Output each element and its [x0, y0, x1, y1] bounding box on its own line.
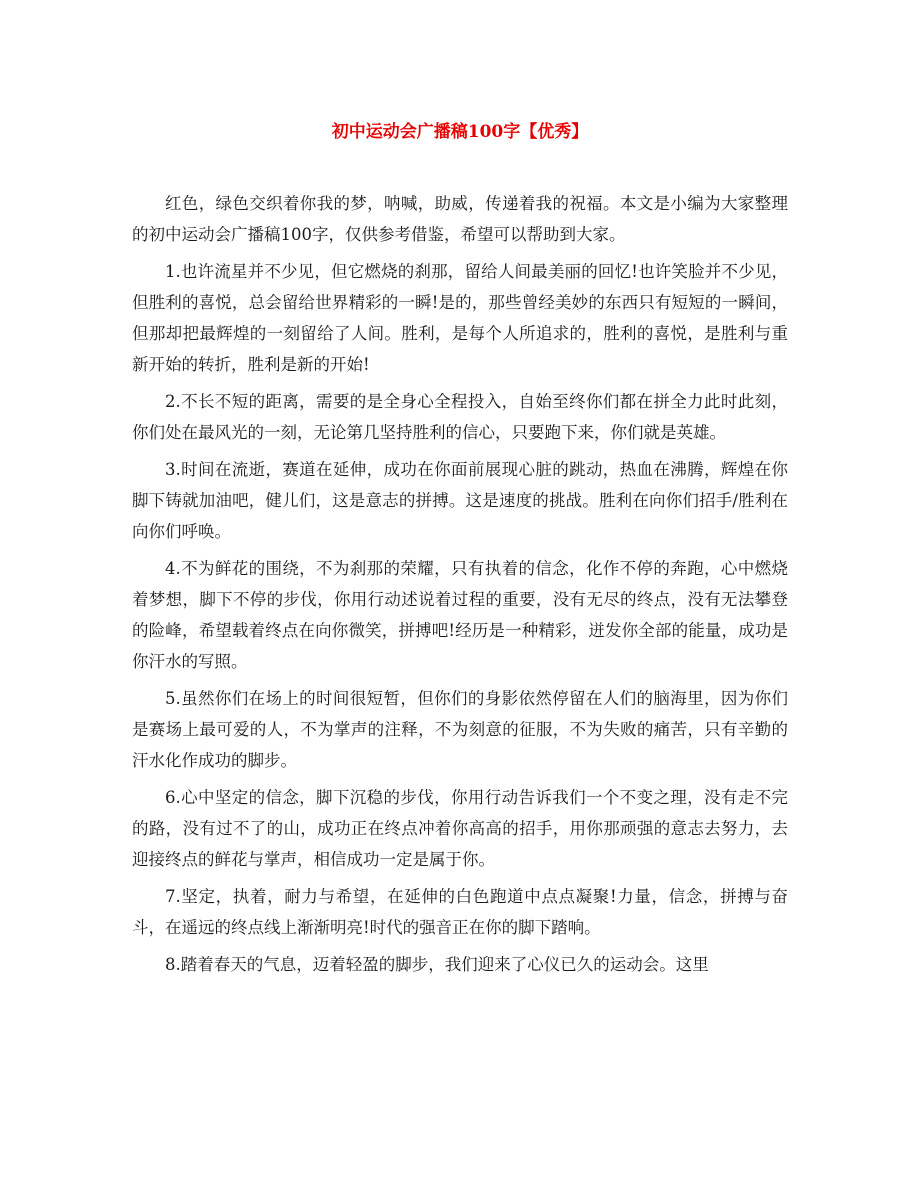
- paragraph-2: 2.不长不短的距离，需要的是全身心全程投入，自始至终你们都在拼全力此时此刻，你们处在最风光的一刻，无论第几坚持胜利的信心，只要跑下来，你们就是英雄。: [132, 392, 788, 442]
- paragraph-4: 4.不为鲜花的围绕，不为刹那的荣耀，只有执着的信念，化作不停的奔跑，心中燃烧着梦想，脚下不停的步伐，你用行动述说着过程的重要，没有无尽的终点，没有无法攀登的险峰，希望载着终点在向你微笑，拼搏吧!经历是一种精彩，迸发你全部的能量，成功是你汗水的写照。: [132, 559, 788, 671]
- page-title: 初中运动会广播稿100字【优秀】: [331, 122, 589, 142]
- paragraph-1: 1.也许流星并不少见，但它燃烧的刹那，留给人间最美丽的回忆!也许笑脸并不少见，但胜利的喜悦，总会留给世界精彩的一瞬!是的，那些曾经美妙的东西只有短短的一瞬间，但那却把最辉煌的一刻留给了人间。胜利，是每个人所追求的，胜利的喜悦，是胜利与重新开始的转折，胜利是新的开始!: [132, 262, 788, 374]
- paragraph-7: 7.坚定，执着，耐力与希望，在延伸的白色跑道中点点凝聚!力量，信念，拼搏与奋斗，在遥远的终点线上渐渐明亮!时代的强音正在你的脚下踏响。: [132, 887, 788, 937]
- paragraph-5: 5.虽然你们在场上的时间很短暂，但你们的身影依然停留在人们的脑海里，因为你们是赛场上最可爱的人，不为掌声的注释，不为刻意的征服，不为失败的痛苦，只有辛勤的汗水化作成功的脚步。: [132, 689, 788, 770]
- paragraph-3: 3.时间在流逝，赛道在延伸，成功在你面前展现心脏的跳动，热血在沸腾，辉煌在你脚下铸就加油吧，健儿们，这是意志的拼搏。这是速度的挑战。胜利在向你们招手/胜利在向你们呼唤。: [132, 460, 788, 541]
- paragraph-6: 6.心中坚定的信念，脚下沉稳的步伐，你用行动告诉我们一个不变之理，没有走不完的路，没有过不了的山，成功正在终点冲着你高高的招手，用你那顽强的意志去努力，去迎接终点的鲜花与掌声，相信成功一定是属于你。: [132, 788, 788, 869]
- paragraph-8: 8.踏着春天的气息，迈着轻盈的脚步，我们迎来了心仪已久的运动会。这里: [165, 955, 709, 974]
- intro-paragraph: 红色，绿色交织着你我的梦，呐喊，助威，传递着我的祝福。本文是小编为大家整理的初中运动会广播稿100字，仅供参考借鉴，希望可以帮助到大家。: [132, 194, 788, 244]
- document-body: [132, 188, 788, 986]
